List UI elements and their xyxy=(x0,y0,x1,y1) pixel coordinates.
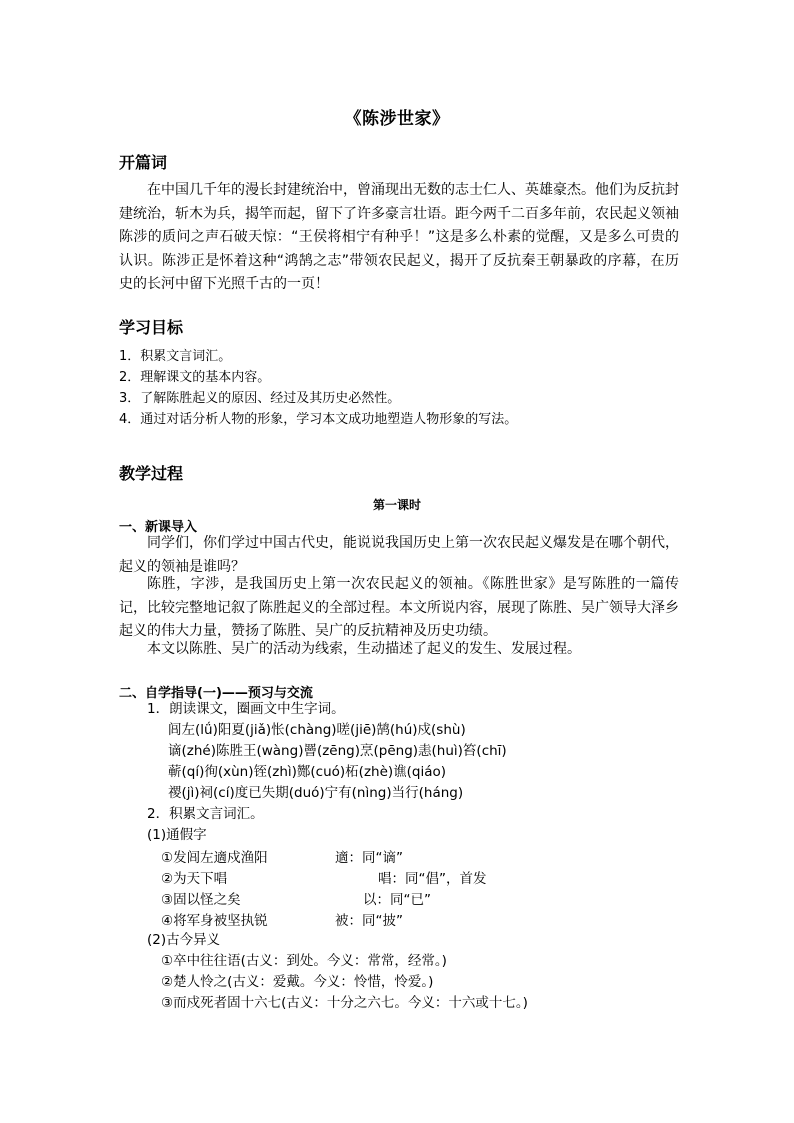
tongjia-heading: (1)通假字 xyxy=(147,827,207,843)
step-2: 2．积累文言词汇。 xyxy=(147,806,264,822)
tongjia-sentence: ②为天下唱 xyxy=(161,871,228,887)
self-study-heading: 二、自学指导(一)——预习与交流 xyxy=(119,686,313,701)
opening-heading: 开篇词 xyxy=(119,153,168,172)
opening-paragraph: 在中国几千年的漫长封建统治中，曾涌现出无数的志士仁人、英雄豪杰。他们为反抗封建统治，斩木为兵，揭竿而起，留下了许多豪言壮语。距今两千二百多年前，农民起义领袖陈涉的质问之声石破天惊：“王侯将相宁有种乎！”这是多么朴素的觉醒，又是多么可贵的认识。陈涉正是怀着这种“鸿鹄之志”带领农民起义，揭开了反抗秦王朝暴政的序幕，在历史的长河中留下光照千古的一页！ xyxy=(119,182,679,292)
goal-item: 1．积累文言词汇。 xyxy=(119,349,232,364)
lesson-title: 第一课时 xyxy=(372,498,421,512)
vocab-line: 蕲(qí)徇(xùn)铚(zhì)酂(cuó)柘(zhè)谯(qiáo) xyxy=(168,764,447,780)
tongjia-note: 唱：同“倡”，首发 xyxy=(378,871,487,887)
tongjia-sentence: ③固以怪之矣 xyxy=(161,892,241,908)
tongjia-sentence: ④将军身被坚执锐 xyxy=(161,913,268,929)
goals-heading: 学习目标 xyxy=(119,318,184,337)
vocab-line: 谪(zhé)陈胜王(wàng)罾(zēng)烹(pēng)恚(huì)笞(chī) xyxy=(168,743,507,759)
vocab-line: 闾左(lǘ)阳夏(jiǎ)怅(chàng)嗟(jiē)鹄(hú)戍(shù) xyxy=(168,722,466,738)
tongjia-note: 適：同“谪” xyxy=(335,850,403,866)
step-1: 1．朗读课文，圈画文中生字词。 xyxy=(147,701,345,717)
guji-item: ①卒中往往语(古义：到处。今义：常常，经常。) xyxy=(161,953,447,969)
intro-paragraph: 本文以陈胜、吴广的活动为线索，生动描述了起义的发生、发展过程。 xyxy=(147,641,581,657)
document-title: 《陈涉世家》 xyxy=(344,109,450,129)
goal-item: 3．了解陈胜起义的原因、经过及其历史必然性。 xyxy=(119,391,401,406)
guji-heading: (2)古今异义 xyxy=(147,932,221,948)
tongjia-note: 被：同“披” xyxy=(335,913,403,929)
goal-item: 4．通过对话分析人物的形象，学习本文成功地塑造人物形象的写法。 xyxy=(119,412,518,427)
process-heading: 教学过程 xyxy=(119,464,184,483)
intro-paragraph: 陈胜，字涉，是我国历史上第一次农民起义的领袖。《陈胜世家》是写陈胜的一篇传记，比较完整地记叙了陈胜起义的全部过程。本文所说内容，展现了陈胜、吴广领导大泽乡起义的伟大力量，赞扬了陈胜、吴广的反抗精神及历史功绩。 xyxy=(119,576,679,639)
guji-item: ③而戍死者固十六七(古义：十分之六七。今义：十六或十七。) xyxy=(161,995,528,1011)
intro-paragraph: 同学们，你们学过中国古代史，能说说我国历史上第一次农民起义爆发是在哪个朝代，起义的领袖是谁吗？ xyxy=(119,535,679,575)
guji-item: ②楚人怜之(古义：爱戴。今义：怜惜，怜爱。) xyxy=(161,974,434,990)
intro-heading: 一、新课导入 xyxy=(119,520,198,535)
tongjia-note: 以：同“已” xyxy=(363,892,431,908)
goal-item: 2．理解课文的基本内容。 xyxy=(119,370,271,385)
vocab-line: 禝(jì)祠(cí)度已失期(duó)宁有(nìng)当行(háng) xyxy=(168,785,464,801)
tongjia-sentence: ①发闾左適戍渔阳 xyxy=(161,850,268,866)
